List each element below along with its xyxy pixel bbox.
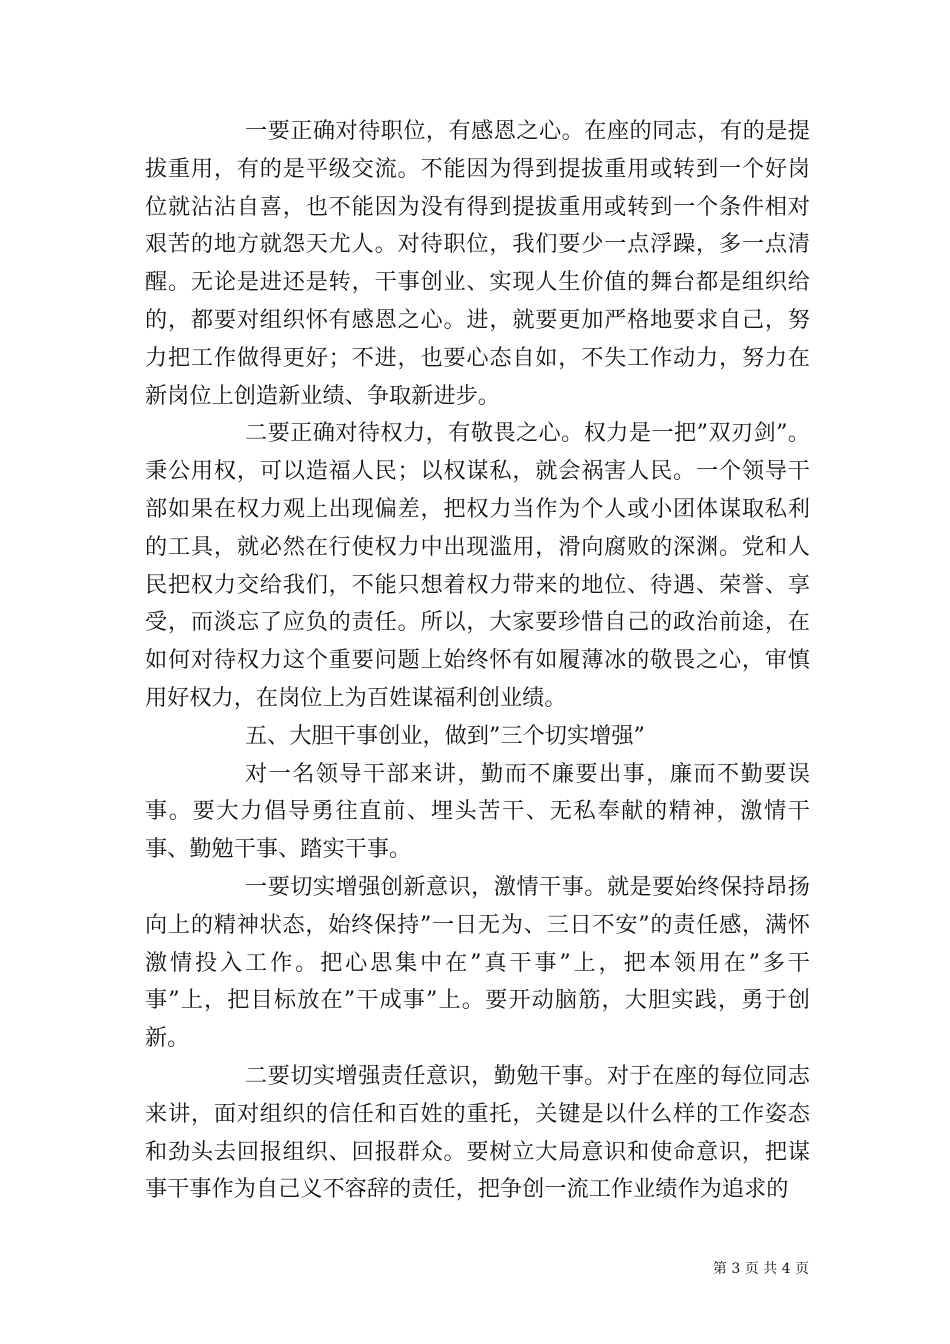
paragraph-position-attitude: 一要正确对待职位，有感恩之心。在座的同志，有的是提拔重用，有的是平级交流。不能因为得到提拔重用或转到一个好岗位就沾沾自喜，也不能因为没有得到提拔重用或转到一个条件相对艰苦的地方就怨天尤人。对待职位，我们要少一点浮躁，多一点清醒。无论是进还是转，干事创业、实现人生价值的舞台都是组织给的，都要对组织怀有感恩之心。进，就要更加严格地要求自己，努力把工作做得更好；不进，也要心态自如，不失工作动力，努力在新岗位上创造新业绩、争取新进步。 [145, 118, 810, 409]
paragraph-responsibility: 二要切实增强责任意识，勤勉干事。对于在座的每位同志来讲，面对组织的信任和百姓的重托，关键是以什么样的工作姿态和劲头去回报组织、回报群众。要树立大局意识和使命意识，把谋事干事作为自己义不容辞的责任，把争创一流工作业绩作为追求的 [145, 1062, 810, 1203]
paragraph-innovation: 一要切实增强创新意识，激情干事。就是要始终保持昂扬向上的精神状态，始终保持”一日无为、三日不安”的责任感，满怀激情投入工作。把心思集中在”真干事”上，把本领用在”多干事”上，把目标放在”干成事”上。要开动脑筋，大胆实践，勇于创新。 [145, 873, 810, 1052]
paragraph-section-intro: 对一名领导干部来讲，勤而不廉要出事，廉而不勤要误事。要大力倡导勇往直前、埋头苦干、无私奉献的精神，激情干事、勤勉干事、踏实干事。 [145, 760, 810, 863]
page-footer: 第 3 页 共 4 页 [712, 1261, 809, 1277]
section-heading: 五、大胆干事创业，做到”三个切实增强” [245, 722, 645, 749]
paragraph-power-attitude: 二要正确对待权力，有敬畏之心。权力是一把”双刃剑”。秉公用权，可以造福人民；以权谋私，就会祸害人民。一个领导干部如果在权力观上出现偏差，把权力当作为个人或小团体谋取私利的工具，就必然在行使权力中出现滥用，滑向腐败的深渊。党和人民把权力交给我们，不能只想着权力带来的地位、待遇、荣誉、享受，而淡忘了应负的责任。所以，大家要珍惜自己的政治前途，在如何对待权力这个重要问题上始终怀有如履薄冰的敬畏之心，审慎用好权力，在岗位上为百姓谋福利创业绩。 [145, 420, 810, 711]
document-body [145, 113, 810, 1209]
